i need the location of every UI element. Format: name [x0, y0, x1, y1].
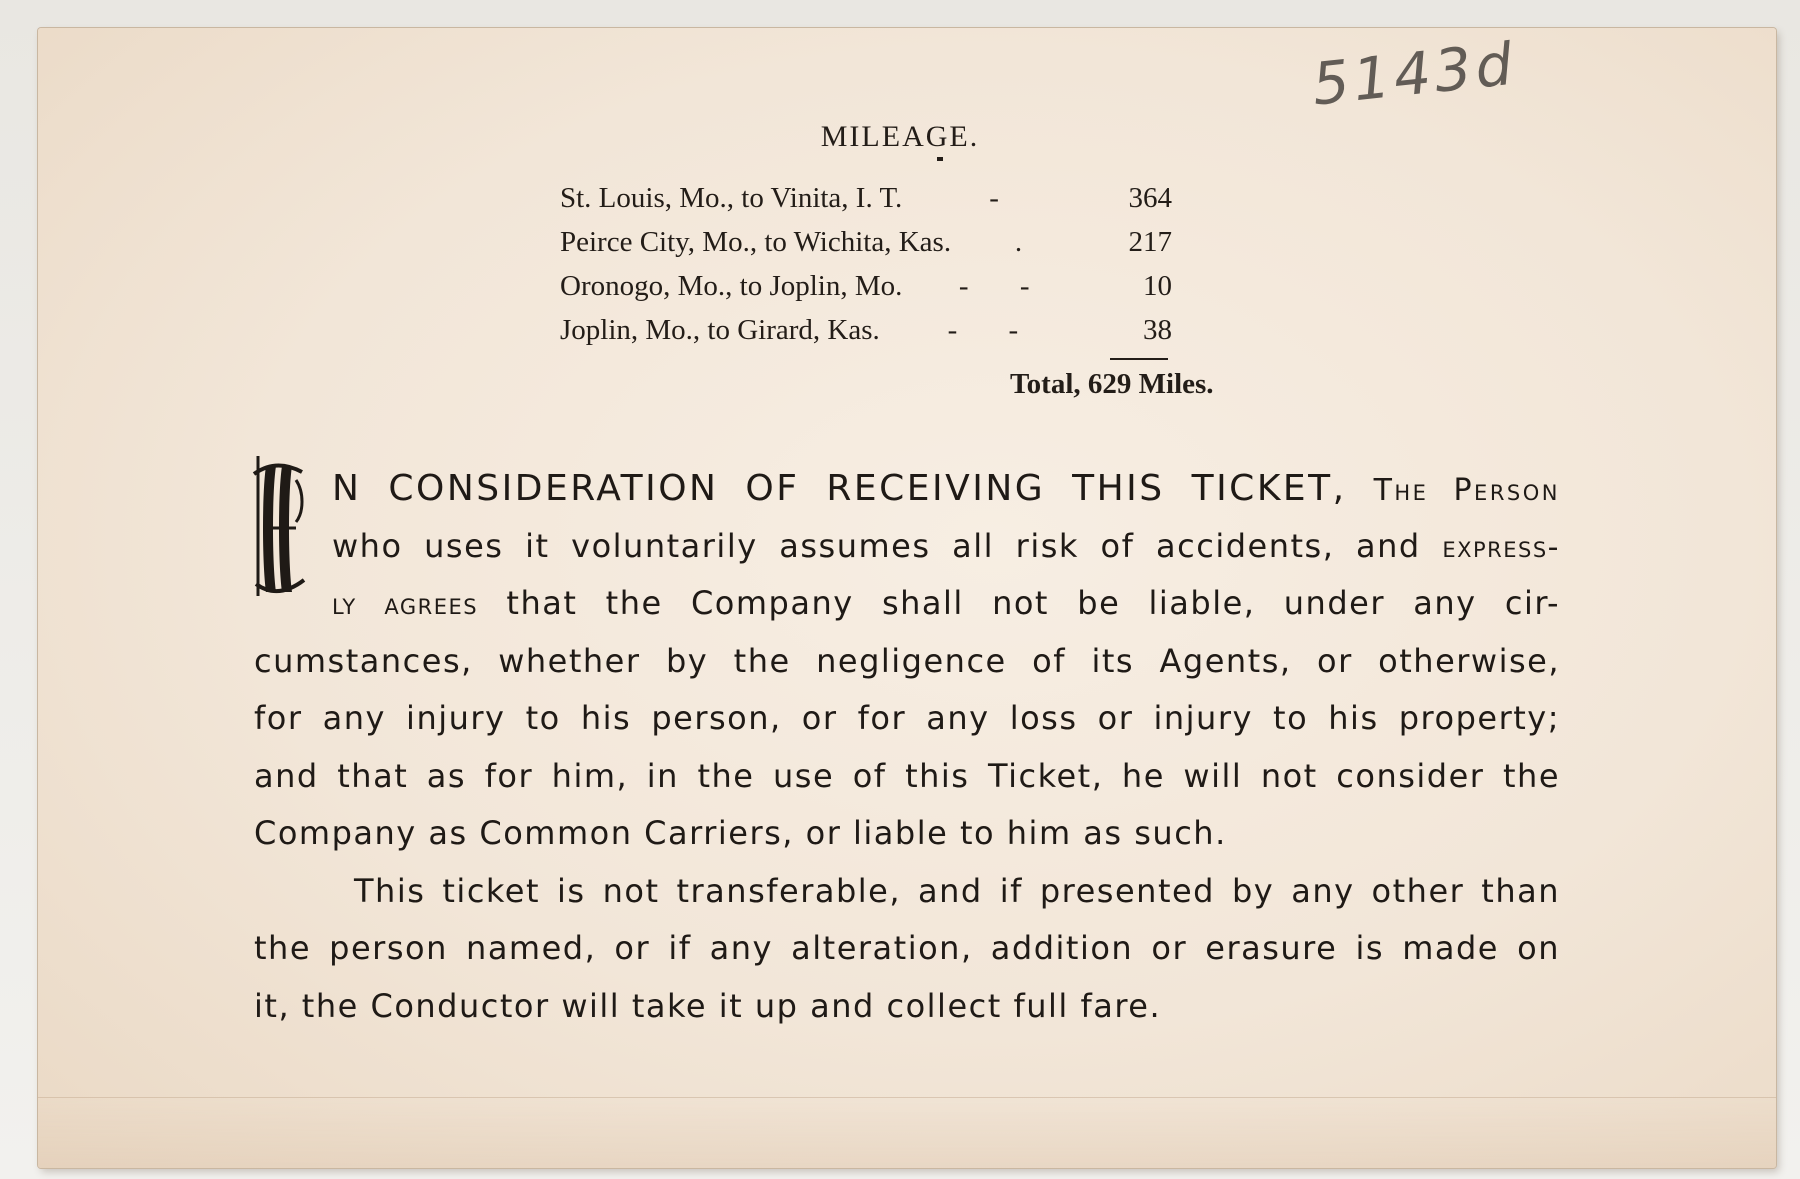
mileage-row — [560, 264, 1172, 308]
route-leader: - — [989, 182, 1021, 214]
transfer-line: it, the Conductor will take it up and collect full fare. — [254, 986, 1162, 1025]
transfer-line: the person named, or if any alteration, addition or erasure is made on — [254, 929, 1560, 967]
route-miles: 217 — [1128, 226, 1172, 258]
route-leader: . — [1014, 226, 1045, 258]
terms-line — [254, 460, 1560, 518]
route-leader: - - — [947, 314, 1041, 346]
total-rule — [1110, 358, 1168, 360]
ornament-dot — [937, 157, 943, 161]
route-name: Peirce City, Mo., to Wichita, Kas. — [560, 226, 952, 258]
terms-line — [254, 575, 1560, 633]
route-miles: 10 — [1143, 270, 1172, 302]
terms-text-span: that the Company shall not be liable, under any cir- — [506, 584, 1560, 622]
transfer-line: This ticket is not transferable, and if presented by any other than — [354, 871, 1560, 910]
terms-line — [254, 518, 1560, 576]
mileage-total: Total, 629 Miles. — [1010, 368, 1214, 400]
mileage-row — [560, 176, 1172, 220]
route-leader: - - — [958, 270, 1052, 302]
terms-smallcaps-span: ly agrees — [332, 587, 479, 622]
terms-heading-smallcaps: The Person — [1373, 473, 1560, 508]
mileage-row — [560, 220, 1172, 264]
route-name: St. Louis, Mo., to Vinita, I. T. — [560, 182, 903, 214]
terms-heading: N CONSIDERATION OF RECEIVING THIS TICKET, — [332, 468, 1347, 509]
route-name: Joplin, Mo., to Girard, Kas. — [560, 314, 880, 346]
mileage-heading: MILEAGE. — [820, 120, 980, 153]
mileage-table — [560, 176, 1172, 352]
route-miles: 364 — [1128, 182, 1172, 214]
terms-line: for any injury to his person, or for any loss or injury to his property; — [254, 699, 1560, 737]
terms-text-span: who uses it voluntarily assumes all risk of accidents, and — [332, 526, 1421, 565]
terms-line: and that as for him, in the use of this Ticket, he will not consider the — [254, 756, 1560, 795]
terms-text — [254, 460, 1560, 1035]
terms-smallcaps-span: express- — [1442, 529, 1561, 565]
route-name: Oronogo, Mo., to Joplin, Mo. — [560, 270, 903, 302]
terms-line: cumstances, whether by the negligence of its Agents, or otherwise, — [254, 641, 1560, 680]
route-miles: 38 — [1143, 314, 1172, 346]
terms-line: Company as Common Carriers, or liable to him as such. — [254, 814, 1227, 852]
handwritten-catalog-number: 5143d — [1309, 29, 1520, 119]
mileage-row — [560, 308, 1172, 352]
